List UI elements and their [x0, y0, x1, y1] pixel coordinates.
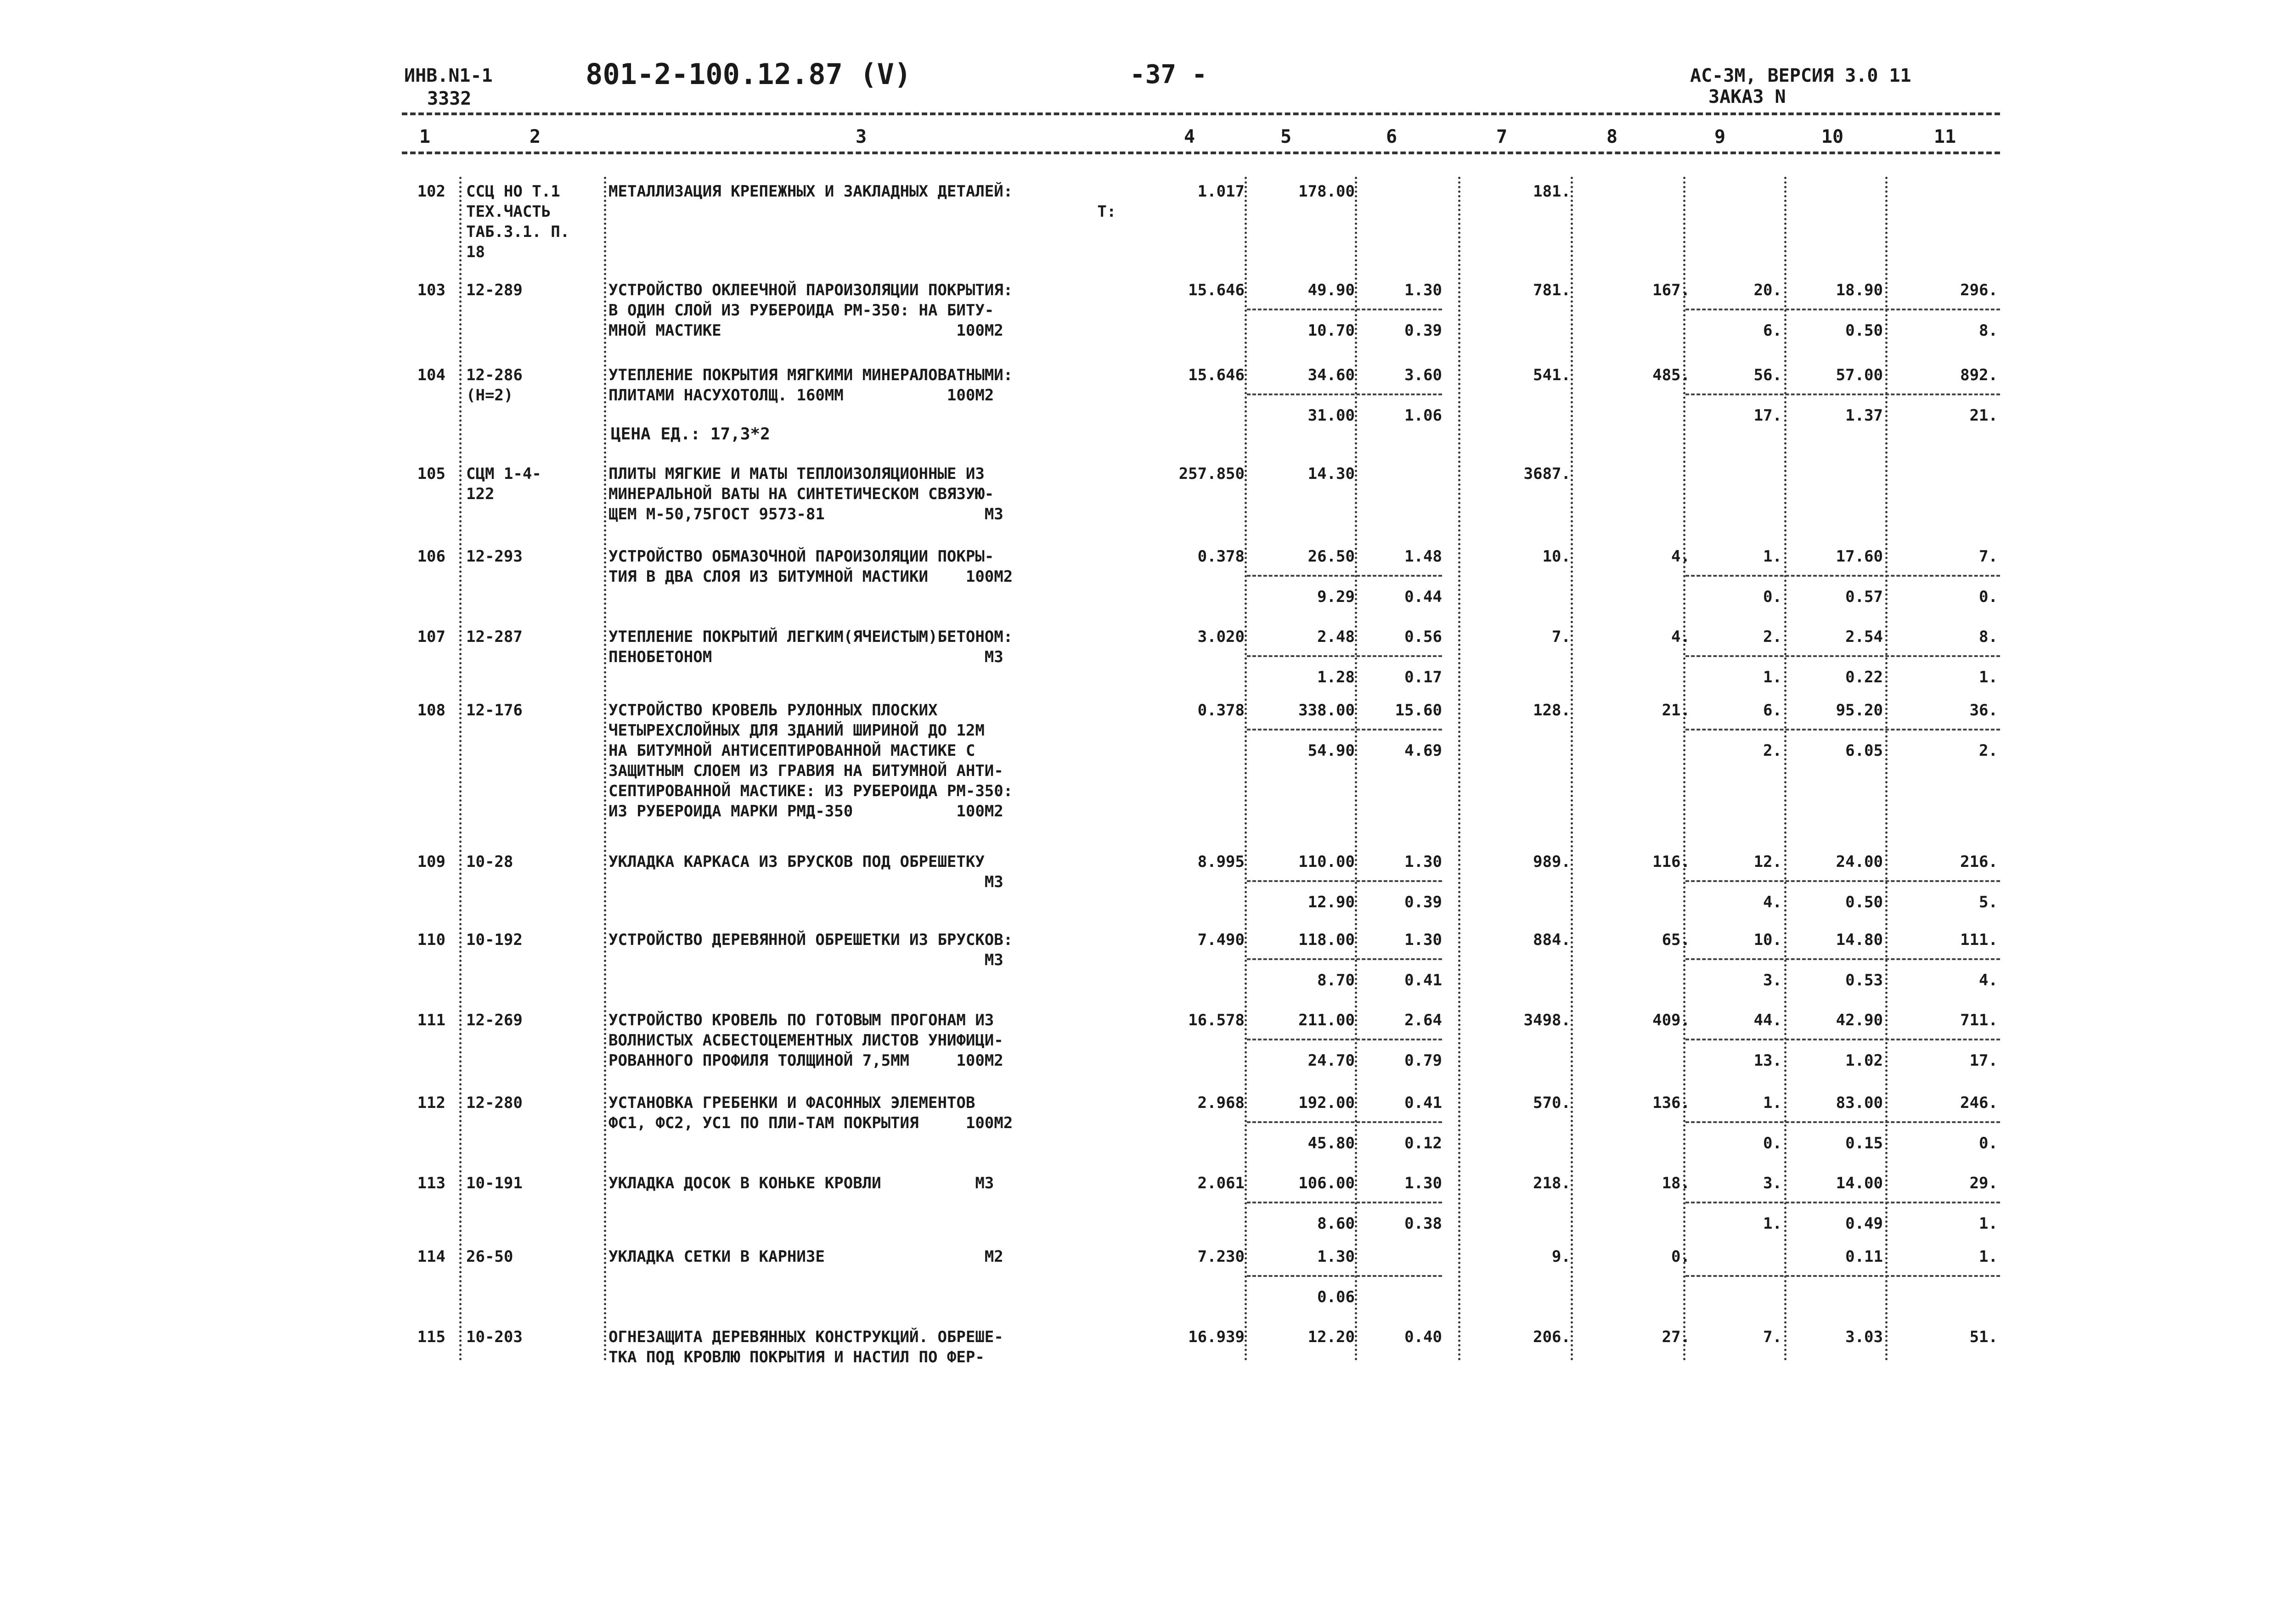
value-c11b: 0. — [1979, 588, 1998, 606]
value-c9b: 1. — [1763, 668, 1782, 686]
value-c11: 216. — [1960, 853, 1998, 871]
subtotal-rule — [1685, 1039, 2000, 1040]
value-c10: 3.03 — [1845, 1328, 1883, 1346]
subtotal-rule — [1247, 309, 1442, 310]
value-c6b: 0.79 — [1404, 1051, 1442, 1070]
value-c5b: 9.29 — [1317, 588, 1355, 606]
subtotal-rule — [1685, 729, 2000, 731]
value-c5b: 24.70 — [1307, 1051, 1355, 1070]
value-c9: 20. — [1753, 281, 1782, 299]
value-c5b: 1.28 — [1317, 668, 1355, 686]
work-description: УСТРОЙСТВО ДЕРЕВЯННОЙ ОБРЕШЕТКИ ИЗ БРУСКОВ: М3 — [609, 931, 1013, 969]
subtotal-rule — [1247, 729, 1442, 731]
value-c4: 2.968 — [1197, 1094, 1245, 1112]
subtotal-rule — [1685, 958, 2000, 960]
value-c5: 49.90 — [1307, 281, 1355, 299]
subtotal-rule — [1247, 1275, 1442, 1277]
page-number: -37 - — [1130, 60, 1207, 90]
value-c5: 211.00 — [1298, 1011, 1355, 1029]
value-c9b: 17. — [1753, 406, 1782, 425]
row-number: 105 — [417, 465, 445, 483]
value-c4: 8.995 — [1197, 853, 1245, 871]
value-c4: 0.378 — [1197, 547, 1245, 566]
norm-code: 10-191 — [466, 1174, 523, 1192]
column-header-8: 8 — [1606, 126, 1618, 147]
value-c10: 14.00 — [1836, 1174, 1883, 1192]
value-c9b: 0. — [1763, 588, 1782, 606]
value-c10: 42.90 — [1836, 1011, 1883, 1029]
work-description: ОГНЕЗАЩИТА ДЕРЕВЯННЫХ КОНСТРУКЦИЙ. ОБРЕШЕ- ТКА ПОД КРОВЛЮ ПОКРЫТИЯ И НАСТИЛ ПО ФЕР- — [609, 1328, 1003, 1366]
value-c11: 7. — [1979, 547, 1998, 566]
value-c10b: 0.15 — [1845, 1134, 1883, 1152]
value-c8: 27. — [1662, 1328, 1690, 1346]
value-c6b: 0.39 — [1404, 321, 1442, 340]
value-c9b: 6. — [1763, 321, 1782, 340]
value-c7: 570. — [1533, 1094, 1571, 1112]
norm-code: 12-269 — [466, 1011, 523, 1029]
value-c9: 3. — [1763, 1174, 1782, 1192]
value-c10b: 0.53 — [1845, 971, 1883, 989]
row-number: 106 — [417, 547, 445, 566]
subtotal-rule — [1685, 393, 2000, 395]
value-c5b: 8.60 — [1317, 1214, 1355, 1233]
value-c10b: 0.57 — [1845, 588, 1883, 606]
subtotal-rule — [1685, 655, 2000, 657]
value-c4: 0.378 — [1197, 701, 1245, 719]
value-c11: 711. — [1960, 1011, 1998, 1029]
value-c8: 167. — [1652, 281, 1690, 299]
value-c10: 57.00 — [1836, 366, 1883, 384]
value-c11b: 5. — [1979, 893, 1998, 911]
value-c9: 44. — [1753, 1011, 1782, 1029]
work-description: УСТРОЙСТВО ОБМАЗОЧНОЙ ПАРОИЗОЛЯЦИИ ПОКРЫ- ТИЯ В ДВА СЛОЯ ИЗ БИТУМНОЙ МАСТИКИ 100М2 — [609, 547, 1013, 586]
value-c8: 0. — [1671, 1248, 1690, 1266]
column-separator — [459, 177, 462, 1361]
row-number: 107 — [417, 628, 445, 646]
norm-code: 10-203 — [466, 1328, 523, 1346]
subtotal-rule — [1247, 655, 1442, 657]
value-c9: 12. — [1753, 853, 1782, 871]
value-c5: 118.00 — [1298, 931, 1355, 949]
value-c4: 257.850 — [1178, 465, 1245, 483]
row-number: 113 — [417, 1174, 445, 1192]
value-c8: 21. — [1662, 701, 1690, 719]
value-c6: 1.30 — [1404, 1174, 1442, 1192]
value-c4: 16.578 — [1188, 1011, 1245, 1029]
value-c10b: 0.50 — [1845, 321, 1883, 340]
value-c7: 781. — [1533, 281, 1571, 299]
column-header-6: 6 — [1386, 126, 1398, 147]
norm-code: 12-286 (Н=2) — [466, 366, 523, 405]
column-separator — [604, 177, 606, 1361]
row-number: 114 — [417, 1248, 445, 1266]
work-description: УТЕПЛЕНИЕ ПОКРЫТИЙ ЛЕГКИМ(ЯЧЕИСТЫМ)БЕТОНОМ: ПЕНОБЕТОНОМ М3 — [609, 628, 1013, 666]
norm-code: 12-293 — [466, 547, 523, 566]
subtotal-rule — [1247, 1121, 1442, 1123]
value-c10b: 6.05 — [1845, 742, 1883, 760]
norm-code: 12-280 — [466, 1094, 523, 1112]
value-c11: 36. — [1969, 701, 1998, 719]
value-c8: 116. — [1652, 853, 1690, 871]
value-c9b: 3. — [1763, 971, 1782, 989]
norm-code: 12-287 — [466, 628, 523, 646]
value-c10: 95.20 — [1836, 701, 1883, 719]
value-c6b: 4.69 — [1404, 742, 1442, 760]
unit-price-note: ЦЕНА ЕД.: 17,3*2 — [611, 425, 770, 444]
norm-code: 26-50 — [466, 1248, 513, 1266]
value-c9: 2. — [1763, 628, 1782, 646]
work-description: УКЛАДКА СЕТКИ В КАРНИЗЕ М2 — [609, 1248, 1003, 1266]
value-c6b: 0.44 — [1404, 588, 1442, 606]
value-c11: 246. — [1960, 1094, 1998, 1112]
value-c9: 56. — [1753, 366, 1782, 384]
work-description: МЕТАЛЛИЗАЦИЯ КРЕПЕЖНЫХ И ЗАКЛАДНЫХ ДЕТАЛЕЙ: Т: — [609, 182, 1116, 221]
value-c4: 2.061 — [1197, 1174, 1245, 1192]
value-c11b: 1. — [1979, 668, 1998, 686]
header-top-rule — [402, 112, 2000, 115]
value-c7: 10. — [1542, 547, 1571, 566]
value-c4: 3.020 — [1197, 628, 1245, 646]
value-c5: 110.00 — [1298, 853, 1355, 871]
value-c7: 3687. — [1523, 465, 1571, 483]
row-number: 115 — [417, 1328, 445, 1346]
column-header-11: 11 — [1933, 126, 1956, 147]
value-c6: 3.60 — [1404, 366, 1442, 384]
value-c7: 218. — [1533, 1174, 1571, 1192]
document-code: 801-2-100.12.87 (V) — [586, 57, 912, 91]
value-c4: 7.230 — [1197, 1248, 1245, 1266]
value-c11b: 1. — [1979, 1214, 1998, 1233]
value-c10: 24.00 — [1836, 853, 1883, 871]
value-c6: 0.56 — [1404, 628, 1442, 646]
subtotal-rule — [1247, 958, 1442, 960]
value-c5b: 31.00 — [1307, 406, 1355, 425]
value-c5b: 10.70 — [1307, 321, 1355, 340]
value-c10b: 0.50 — [1845, 893, 1883, 911]
value-c6: 15.60 — [1395, 701, 1442, 719]
value-c9: 1. — [1763, 1094, 1782, 1112]
work-description: УСТРОЙСТВО КРОВЕЛЬ ПО ГОТОВЫМ ПРОГОНАМ ИЗ ВОЛНИСТЫХ АСБЕСТОЦЕМЕНТНЫХ ЛИСТОВ УНИФИЦИ- РОВАННОГО ПРОФИЛЯ ТОЛЩИНОЙ 7,5ММ 100М2 — [609, 1011, 1003, 1070]
work-description: УСТРОЙСТВО КРОВЕЛЬ РУЛОННЫХ ПЛОСКИХ ЧЕТЫРЕХСЛОЙНЫХ ДЛЯ ЗДАНИЙ ШИРИНОЙ ДО 12М НА БИТУМНОЙ АНТИСЕПТИРОВАННОЙ МАСТИКЕ С ЗАЩИТНЫМ СЛОЕМ ИЗ ГРАВИЯ НА БИТУМНОЙ АНТИ- СЕПТИРОВАННОЙ МАСТИКЕ: ИЗ РУБЕРОИДА РМ-350: ИЗ РУБЕРОИДА МАРКИ РМД-350 100М2 — [609, 701, 1013, 820]
value-c9: 1. — [1763, 547, 1782, 566]
value-c10: 17.60 — [1836, 547, 1883, 566]
value-c11: 51. — [1969, 1328, 1998, 1346]
value-c9: 10. — [1753, 931, 1782, 949]
work-description: УКЛАДКА ДОСОК В КОНЬКЕ КРОВЛИ М3 — [609, 1174, 994, 1192]
value-c10: 18.90 — [1836, 281, 1883, 299]
inventory-line-2: 3332 — [427, 88, 472, 109]
value-c9b: 2. — [1763, 742, 1782, 760]
value-c10b: 0.22 — [1845, 668, 1883, 686]
value-c8: 4. — [1671, 628, 1690, 646]
value-c7: 128. — [1533, 701, 1571, 719]
row-number: 103 — [417, 281, 445, 299]
work-description: ПЛИТЫ МЯГКИЕ И МАТЫ ТЕПЛОИЗОЛЯЦИОННЫЕ ИЗ МИНЕРАЛЬНОЙ ВАТЫ НА СИНТЕТИЧЕСКОМ СВЯЗУЮ- ЩЕМ М-50,75ГОСТ 9573-81 М3 — [609, 465, 1003, 523]
value-c7: 206. — [1533, 1328, 1571, 1346]
column-header-1: 1 — [419, 126, 431, 147]
work-description: УСТАНОВКА ГРЕБЕНКИ И ФАСОННЫХ ЭЛЕМЕНТОВ ФС1, ФС2, УС1 ПО ПЛИ-ТАМ ПОКРЫТИЯ 100М2 — [609, 1094, 1013, 1132]
value-c7: 541. — [1533, 366, 1571, 384]
norm-code: 10-192 — [466, 931, 523, 949]
subtotal-rule — [1247, 393, 1442, 395]
value-c11b: 21. — [1969, 406, 1998, 425]
row-number: 109 — [417, 853, 445, 871]
value-c4: 16.939 — [1188, 1328, 1245, 1346]
value-c5: 12.20 — [1307, 1328, 1355, 1346]
value-c6b: 1.06 — [1404, 406, 1442, 425]
value-c8: 65. — [1662, 931, 1690, 949]
value-c7: 3498. — [1523, 1011, 1571, 1029]
value-c11b: 2. — [1979, 742, 1998, 760]
row-number: 102 — [417, 182, 445, 201]
value-c4: 7.490 — [1197, 931, 1245, 949]
value-c6b: 0.39 — [1404, 893, 1442, 911]
value-c9: 7. — [1763, 1328, 1782, 1346]
value-c10: 14.80 — [1836, 931, 1883, 949]
value-c10: 0.11 — [1845, 1248, 1883, 1266]
column-header-7: 7 — [1496, 126, 1508, 147]
value-c6b: 0.17 — [1404, 668, 1442, 686]
column-header-5: 5 — [1280, 126, 1292, 147]
value-c6: 0.41 — [1404, 1094, 1442, 1112]
value-c10: 83.00 — [1836, 1094, 1883, 1112]
subtotal-rule — [1685, 1275, 2000, 1277]
value-c11: 1. — [1979, 1248, 1998, 1266]
value-c5: 338.00 — [1298, 701, 1355, 719]
order-number: ЗАКАЗ N — [1708, 86, 1786, 107]
value-c8: 485. — [1652, 366, 1690, 384]
value-c7: 989. — [1533, 853, 1571, 871]
value-c7: 181. — [1533, 182, 1571, 201]
subtotal-rule — [1685, 309, 2000, 310]
value-c9b: 4. — [1763, 893, 1782, 911]
value-c5: 106.00 — [1298, 1174, 1355, 1192]
row-number: 112 — [417, 1094, 445, 1112]
value-c8: 409. — [1652, 1011, 1690, 1029]
value-c6: 1.30 — [1404, 931, 1442, 949]
value-c10: 2.54 — [1845, 628, 1883, 646]
value-c6: 1.48 — [1404, 547, 1442, 566]
value-c10b: 0.49 — [1845, 1214, 1883, 1233]
work-description: УКЛАДКА КАРКАСА ИЗ БРУСКОВ ПОД ОБРЕШЕТКУ М3 — [609, 853, 1003, 891]
value-c4: 15.646 — [1188, 366, 1245, 384]
column-header-9: 9 — [1714, 126, 1726, 147]
value-c7: 884. — [1533, 931, 1571, 949]
value-c5: 14.30 — [1307, 465, 1355, 483]
norm-code: 12-289 — [466, 281, 523, 299]
subtotal-rule — [1685, 1121, 2000, 1123]
value-c11: 8. — [1979, 628, 1998, 646]
value-c11b: 4. — [1979, 971, 1998, 989]
value-c8: 18. — [1662, 1174, 1690, 1192]
value-c9b: 0. — [1763, 1134, 1782, 1152]
subtotal-rule — [1685, 575, 2000, 577]
value-c7: 7. — [1552, 628, 1571, 646]
value-c5: 178.00 — [1298, 182, 1355, 201]
row-number: 108 — [417, 701, 445, 719]
value-c6: 2.64 — [1404, 1011, 1442, 1029]
value-c11b: 17. — [1969, 1051, 1998, 1070]
column-header-4: 4 — [1183, 126, 1195, 147]
value-c5b: 45.80 — [1307, 1134, 1355, 1152]
value-c5: 192.00 — [1298, 1094, 1355, 1112]
column-header-3: 3 — [855, 126, 867, 147]
value-c6: 0.40 — [1404, 1328, 1442, 1346]
value-c5: 34.60 — [1307, 366, 1355, 384]
subtotal-rule — [1247, 880, 1442, 882]
program-version: АС-3М, ВЕРСИЯ 3.0 11 — [1690, 65, 1911, 86]
value-c5b: 0.06 — [1317, 1288, 1355, 1306]
norm-code: 12-176 — [466, 701, 523, 719]
inventory-number — [404, 64, 493, 110]
subtotal-rule — [1685, 1202, 2000, 1203]
value-c5b: 54.90 — [1307, 742, 1355, 760]
value-c4: 1.017 — [1197, 182, 1245, 201]
column-header-2: 2 — [529, 126, 541, 147]
value-c11b: 0. — [1979, 1134, 1998, 1152]
row-number: 111 — [417, 1011, 445, 1029]
value-c11: 29. — [1969, 1174, 1998, 1192]
value-c5b: 8.70 — [1317, 971, 1355, 989]
value-c6b: 0.38 — [1404, 1214, 1442, 1233]
value-c5b: 12.90 — [1307, 893, 1355, 911]
value-c11: 111. — [1960, 931, 1998, 949]
column-separator — [1571, 177, 1573, 1361]
value-c11: 296. — [1960, 281, 1998, 299]
value-c5: 2.48 — [1317, 628, 1355, 646]
value-c4: 15.646 — [1188, 281, 1245, 299]
norm-code: 10-28 — [466, 853, 513, 871]
work-description: УТЕПЛЕНИЕ ПОКРЫТИЯ МЯГКИМИ МИНЕРАЛОВАТНЫМИ: ПЛИТАМИ НАСУХОТОЛЩ. 160ММ 100М2 — [609, 366, 1013, 405]
subtotal-rule — [1685, 880, 2000, 882]
row-number: 104 — [417, 366, 445, 384]
value-c11: 892. — [1960, 366, 1998, 384]
value-c7: 9. — [1552, 1248, 1571, 1266]
value-c5: 26.50 — [1307, 547, 1355, 566]
value-c10b: 1.02 — [1845, 1051, 1883, 1070]
value-c8: 4. — [1671, 547, 1690, 566]
value-c11b: 8. — [1979, 321, 1998, 340]
subtotal-rule — [1247, 575, 1442, 577]
inventory-line-1: ИНВ.N1-1 — [404, 65, 493, 86]
value-c9b: 13. — [1753, 1051, 1782, 1070]
value-c5: 1.30 — [1317, 1248, 1355, 1266]
value-c9: 6. — [1763, 701, 1782, 719]
subtotal-rule — [1247, 1039, 1442, 1040]
norm-code: СЦМ 1-4- 122 — [466, 465, 541, 503]
row-number: 110 — [417, 931, 445, 949]
value-c8: 136. — [1652, 1094, 1690, 1112]
header-bottom-rule — [402, 152, 2000, 154]
value-c10b: 1.37 — [1845, 406, 1883, 425]
value-c6b: 0.12 — [1404, 1134, 1442, 1152]
subtotal-rule — [1247, 1202, 1442, 1203]
value-c6: 1.30 — [1404, 853, 1442, 871]
value-c6b: 0.41 — [1404, 971, 1442, 989]
value-c6: 1.30 — [1404, 281, 1442, 299]
column-separator — [1245, 177, 1247, 1361]
column-separator — [1355, 177, 1357, 1361]
norm-code: ССЦ НО Т.1 ТЕХ.ЧАСТЬ ТАБ.3.1. П. 18 — [466, 182, 570, 261]
value-c9b: 1. — [1763, 1214, 1782, 1233]
column-header-10: 10 — [1821, 126, 1844, 147]
work-description: УСТРОЙСТВО ОКЛЕЕЧНОЙ ПАРОИЗОЛЯЦИИ ПОКРЫТИЯ: В ОДИН СЛОЙ ИЗ РУБЕРОИДА РМ-350: НА БИТУ- МНОЙ МАСТИКЕ 100М2 — [609, 281, 1013, 340]
